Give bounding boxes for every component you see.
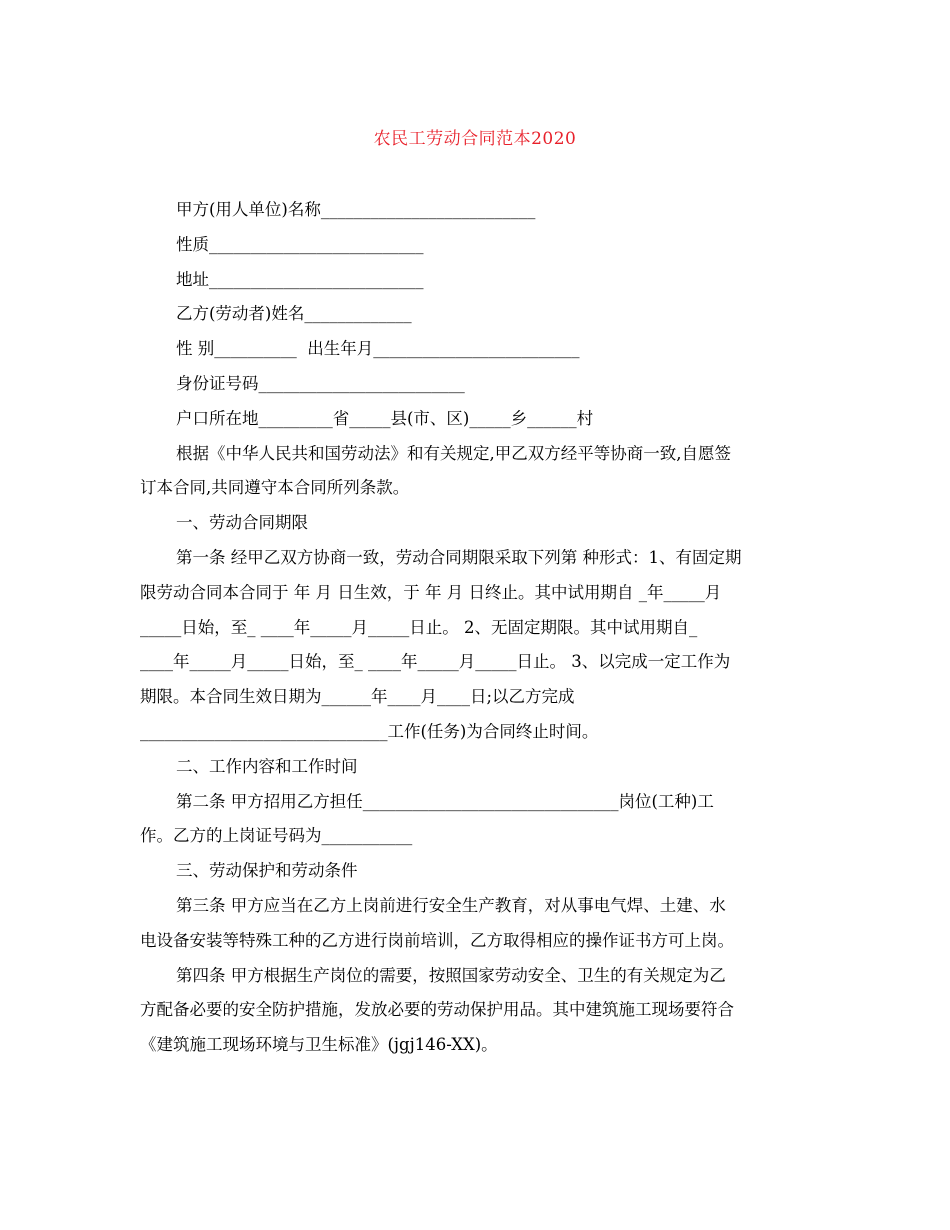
article-3-line-1: 第三条 甲方应当在乙方上岗前进行安全生产教育，对从事电气焊、土建、水	[176, 895, 726, 915]
gender-birth-field: 性 别__________ 出生年月_________________________	[176, 339, 580, 359]
article-4-line-3: 《建筑施工现场环境与卫生标准》(jgj146-XX)。	[140, 1035, 498, 1055]
nature-field: 性质__________________________	[176, 234, 424, 254]
intro-line-2: 订本合同,共同遵守本合同所列条款。	[140, 478, 410, 498]
article-2-line-2: 作。乙方的上岗证号码为___________	[140, 826, 413, 846]
article-1-line-2: 限劳动合同本合同于 年 月 日生效，于 年 月 日终止。其中试用期自 _年_____月	[140, 582, 722, 602]
employer-name-field: 甲方(用人单位)名称__________________________	[176, 200, 536, 219]
hukou-field: 户口所在地_________省_____县(市、区)_____乡______村	[176, 408, 594, 428]
section-3-heading: 三、劳动保护和劳动条件	[176, 861, 358, 881]
intro-line-1: 根据《中华人民共和国劳动法》和有关规定,甲乙双方经平等协商一致,自愿签	[176, 443, 731, 463]
article-1-line-4: ____年_____月_____日始，至_ ____年_____月_____日止。 3、以完成一定工作为	[140, 652, 731, 672]
worker-name-field: 乙方(劳动者)姓名_____________	[176, 304, 412, 324]
article-1-line-3: _____日始，至_ ____年_____月_____日止。 2、无固定期限。其中试用期自_	[140, 617, 698, 637]
article-1-line-5: 期限。本合同生效日期为______年____月____日;以乙方完成	[140, 687, 575, 707]
document-body	[140, 193, 812, 1063]
article-4-line-1: 第四条 甲方根据生产岗位的需要，按照国家劳动安全、卫生的有关规定为乙	[176, 965, 726, 985]
article-4-line-2: 方配备必要的安全防护措施，发放必要的劳动保护用品。其中建筑施工现场要符合	[140, 1000, 734, 1020]
section-1-heading: 一、劳动合同期限	[176, 513, 308, 533]
article-3-line-2: 电设备安装等特殊工种的乙方进行岗前培训，乙方取得相应的操作证书方可上岗。	[140, 930, 734, 950]
id-number-field: 身份证号码_________________________	[176, 373, 465, 393]
address-field: 地址__________________________	[176, 269, 424, 289]
article-1-line-1: 第一条 经甲乙双方协商一致，劳动合同期限采取下列第 种形式：1、有固定期	[176, 547, 742, 567]
document-title: 农民工劳动合同范本2020	[373, 129, 577, 149]
section-2-heading: 二、工作内容和工作时间	[176, 756, 358, 776]
article-2-line-1: 第二条 甲方招用乙方担任_______________________________岗位(工种)工	[176, 791, 714, 811]
article-1-line-6: ______________________________工作(任务)为合同终止时间。	[140, 721, 599, 741]
